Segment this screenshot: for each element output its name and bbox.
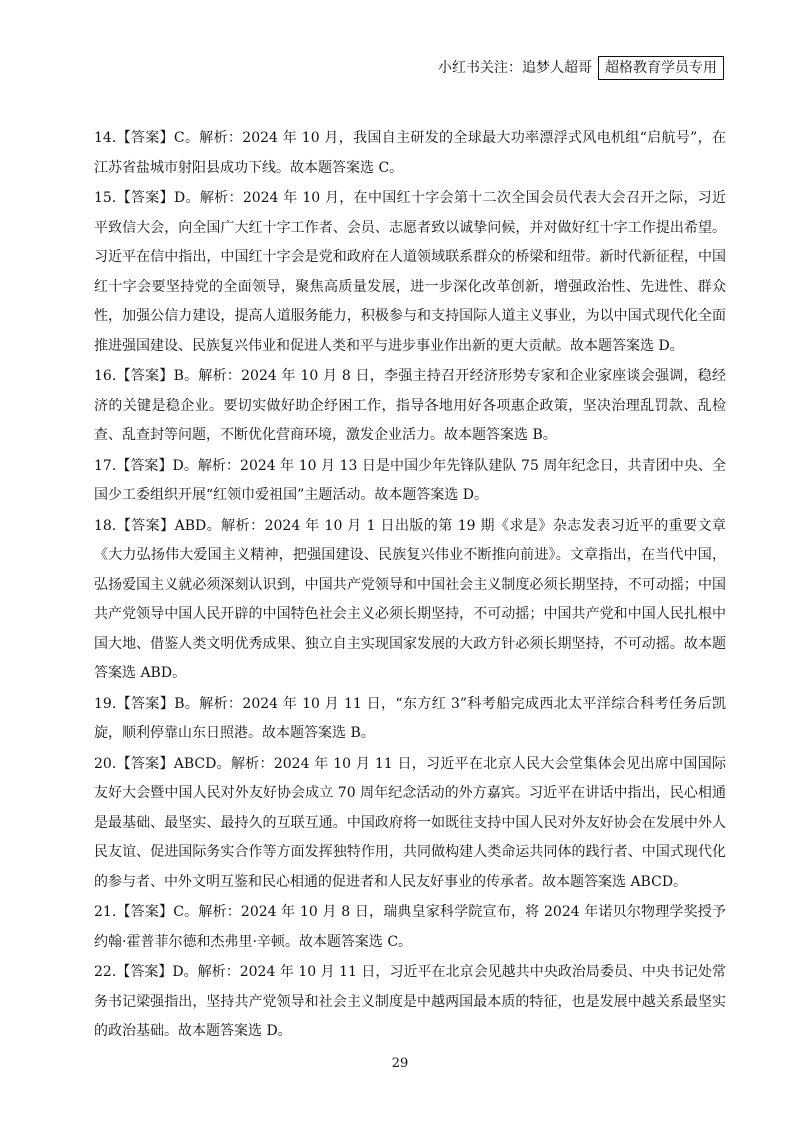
answer-number: 14. — [94, 130, 117, 146]
answer-15 — [74, 184, 726, 361]
answer-number: 17. — [94, 457, 117, 474]
answer-tag: 【答案】 — [116, 130, 174, 146]
answer-14 — [74, 124, 726, 183]
header-source: 小红书关注：追梦人超哥 — [438, 60, 592, 76]
answer-17 — [74, 452, 726, 511]
answer-text: ABD。解析：2024 年 10 月 1 日出版的第 19 期《求是》杂志发表习近平的重要文章《大力弘扬伟大爱国主义精神，把强国建设、民族复兴伟业不断推向前进》。文章指出，在当代中国，弘扬爱国主义就必须深刻认识到，中国共产党领导和中国社会主义制度必须长期坚持，不可动摇；中国共产党领导中国人民开辟的中国特色社会主义必须长期坚持，不可动摇；中国共产党和中国人民扎根中国大地、借鉴人类文明优秀成果、独立自主实现国家发展的大政方针必须长期坚持，不可动摇。故本题答案选 ABD。 — [94, 517, 726, 681]
answer-text: D。解析：2024 年 10 月，在中国红十字会第十二次全国会员代表大会召开之际，习近平致信大会，向全国广大红十字工作者、会员、志愿者致以诚挚问候，并对做好红十字工作提出希望。习近平在信中指出，中国红十字会是党和政府在人道领域联系群众的桥梁和纽带。新时代新征程，中国红十字会要坚持党的全面领导，聚焦高质量发展，进一步深化改革创新，增强政治性、先进性、群众性，加强公信力建设，提高人道服务能力，积极参与和支持国际人道主义事业，为以中国式现代化全面推进强国建设、民族复兴伟业和促进人类和平与进步事业作出新的更大贡献。故本题答案选 D。 — [94, 190, 726, 354]
answer-19 — [74, 690, 726, 749]
answer-22 — [74, 958, 726, 1047]
answer-text: B。解析：2024 年 10 月 8 日，李强主持召开经济形势专家和企业家座谈会强调，稳经济的关键是稳企业。要切实做好助企纾困工作，指导各地用好各项惠企政策，坚决治理乱罚款、乱检查、乱查封等问题，不断优化营商环境，激发企业活力。故本题答案选 B。 — [94, 368, 727, 443]
answer-text: B。解析：2024 年 10 月 11 日，“东方红 3”科考船完成西北太平洋综合科考任务后凯旋，顺利停靠山东日照港。故本题答案选 B。 — [94, 695, 726, 741]
answer-number: 21. — [94, 904, 117, 920]
answer-number: 16. — [94, 368, 117, 384]
answer-tag: 【答案】 — [116, 457, 173, 474]
answer-21 — [74, 898, 726, 957]
answer-tag: 【答案】 — [116, 904, 174, 920]
answer-tag: 【答案】 — [116, 755, 174, 772]
answer-18 — [74, 512, 726, 689]
answer-tag: 【答案】 — [116, 964, 173, 980]
answer-text: C。解析：2024 年 10 月，我国自主研发的全球最大功率漂浮式风电机组“启航号”，在江苏省盐城市射阳县成功下线。故本题答案选 C。 — [94, 130, 726, 176]
answer-tag: 【答案】 — [116, 517, 175, 534]
answer-number: 22. — [94, 964, 117, 980]
answer-text: C。解析：2024 年 10 月 8 日，瑞典皇家科学院宣布，将 2024 年诺贝尔物理学奖授予约翰·霍普菲尔德和杰弗里·辛顿。故本题答案选 C。 — [94, 904, 727, 950]
answer-number: 19. — [94, 695, 117, 712]
answer-text: D。解析：2024 年 10 月 11 日，习近平在北京会见越共中央政治局委员、中央书记处常务书记梁强指出，坚持共产党领导和社会主义制度是中越两国最本质的特征，也是发展中越关系最坚实的政治基础。故本题答案选 D。 — [94, 964, 727, 1039]
page-number: 29 — [391, 1056, 409, 1071]
answer-list — [74, 124, 726, 1047]
answer-tag: 【答案】 — [116, 695, 175, 712]
answer-tag: 【答案】 — [116, 368, 174, 384]
answer-number: 20. — [94, 755, 117, 772]
answer-number: 18. — [94, 517, 117, 534]
answer-16 — [74, 362, 726, 451]
answer-20 — [74, 750, 726, 898]
answer-number: 15. — [94, 190, 117, 206]
page-header — [438, 56, 724, 80]
answer-tag: 【答案】 — [116, 190, 174, 206]
answer-text: ABCD。解析：2024 年 10 月 11 日，习近平在北京人民大会堂集体会见出席中国国际友好大会暨中国人民对外友好协会成立 70 周年纪念活动的外方嘉宾。习近平在讲话中指出，民心相通是最基础、最坚实、最持久的互联互通。中国政府将一如既往支持中国人民对外友好协会在发展中外人民友谊、促进国际务实合作等方面发挥独特作用，共同做构建人类命运共同体的践行者、中国式现代化的参与者、中外文明互鉴和民心相通的促进者和人民友好事业的传承者。故本题答案选 ABCD。 — [94, 755, 727, 890]
header-badge: 超格教育学员专用 — [598, 56, 724, 80]
answer-text: D。解析：2024 年 10 月 13 日是中国少年先锋队建队 75 周年纪念日，共青团中央、全国少工委组织开展“红领巾爱祖国”主题活动。故本题答案选 D。 — [94, 457, 727, 503]
